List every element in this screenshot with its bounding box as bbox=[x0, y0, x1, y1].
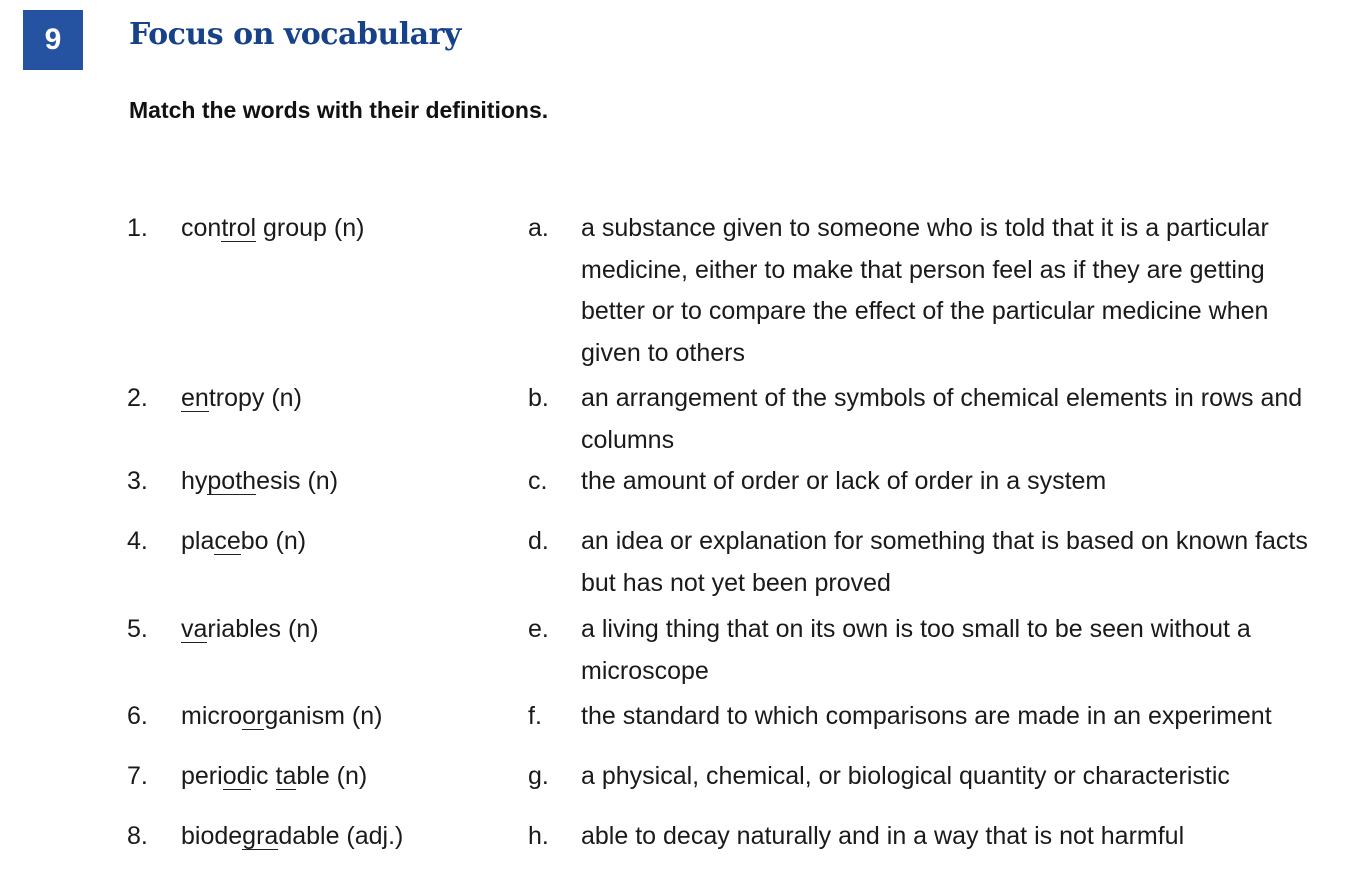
word-number: 8. bbox=[127, 822, 148, 850]
definition-letter: d. bbox=[528, 527, 549, 555]
vocab-word: variables (n) bbox=[181, 615, 319, 643]
word-number: 4. bbox=[127, 527, 148, 555]
vocab-word: periodic table (n) bbox=[181, 762, 368, 790]
definition-text: able to decay naturally and in a way that is not harmful bbox=[581, 822, 1185, 850]
word-number: 3. bbox=[127, 467, 148, 495]
stressed-syllable: trol bbox=[221, 214, 257, 242]
stressed-syllable: va bbox=[181, 615, 208, 643]
definition-text: an idea or explanation for something that is based on known facts but has not yet been proved bbox=[581, 527, 1308, 597]
vocab-word: entropy (n) bbox=[181, 384, 302, 412]
word-number: 1. bbox=[127, 214, 148, 242]
definition-letter: a. bbox=[528, 214, 549, 242]
definition-text: a living thing that on its own is too small to be seen without a microscope bbox=[581, 615, 1251, 685]
definition-letter: g. bbox=[528, 762, 549, 790]
stressed-syllable: gra bbox=[242, 822, 279, 850]
vocab-word: microorganism (n) bbox=[181, 702, 383, 730]
definition-text: the standard to which comparisons are made in an experiment bbox=[581, 702, 1272, 730]
section-title: Focus on vocabulary bbox=[129, 17, 461, 52]
definition-text: the amount of order or lack of order in a system bbox=[581, 467, 1107, 495]
stressed-syllable: od bbox=[222, 762, 251, 790]
stressed-syllable: poth bbox=[207, 467, 257, 495]
instructions: Match the words with their definitions. bbox=[129, 97, 549, 123]
definition-letter: e. bbox=[528, 615, 549, 643]
definition-text: a physical, chemical, or biological quantity or characteristic bbox=[581, 762, 1230, 790]
definition-letter: b. bbox=[528, 384, 549, 412]
vocab-word: hypothesis (n) bbox=[181, 467, 339, 495]
definition-text: a substance given to someone who is told that it is a particular medicine, either to make that person feel as if they are getting better or to compare the effect of the particular medicine when given to others bbox=[581, 214, 1269, 367]
vocab-word: placebo (n) bbox=[181, 527, 307, 555]
vocab-word: control group (n) bbox=[181, 214, 365, 242]
vocab-word: biodegradable (adj.) bbox=[181, 822, 404, 850]
stressed-syllable: en bbox=[181, 384, 209, 412]
word-number: 7. bbox=[127, 762, 148, 790]
definition-letter: f. bbox=[528, 702, 542, 730]
word-number: 5. bbox=[127, 615, 148, 643]
stressed-syllable: ta bbox=[275, 762, 297, 790]
word-number: 2. bbox=[127, 384, 148, 412]
stressed-syllable: ce bbox=[214, 527, 241, 555]
exercise-number-badge: 9 bbox=[23, 10, 83, 70]
word-number: 6. bbox=[127, 702, 148, 730]
stressed-syllable: or bbox=[242, 702, 265, 730]
definition-letter: h. bbox=[528, 822, 549, 850]
definition-letter: c. bbox=[528, 467, 548, 495]
definition-text: an arrangement of the symbols of chemical elements in rows and columns bbox=[581, 384, 1303, 454]
